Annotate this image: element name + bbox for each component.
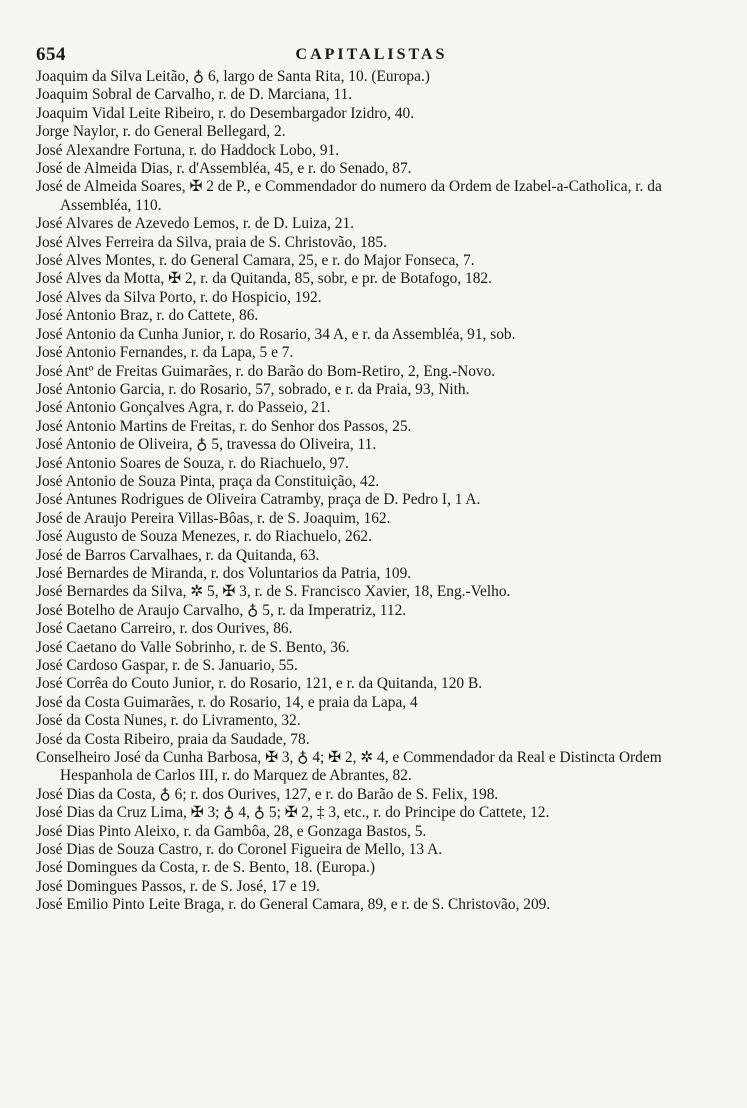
entry-list <box>36 68 707 915</box>
directory-entry: José Caetano do Valle Sobrinho, r. de S. Bento, 36. <box>36 638 350 656</box>
directory-entry: José Antonio de Oliveira, ♁ 5, travessa do Oliveira, 11. <box>36 436 377 454</box>
directory-entry: José de Araujo Pereira Villas-Bôas, r. de S. Joaquim, 162. <box>36 509 391 527</box>
directory-entry: José Antonio da Cunha Junior, r. do Rosario, 34 A, e r. da Assembléa, 91, sob. <box>36 325 516 343</box>
directory-entry: José Antonio Martins de Freitas, r. do Senhor dos Passos, 25. <box>36 417 412 435</box>
directory-entry: José Dias Pinto Aleixo, r. da Gambôa, 28, e Gonzaga Bastos, 5. <box>36 822 427 840</box>
directory-entry: José da Costa Guimarães, r. do Rosario, 14, e praia da Lapa, 4 <box>36 693 418 711</box>
directory-entry: José Emilio Pinto Leite Braga, r. do General Camara, 89, e r. de S. Christovão, 209. <box>36 896 551 914</box>
directory-entry: José Dias da Costa, ♁ 6; r. dos Ourives, 127, e r. do Barão de S. Felix, 198. <box>36 785 499 803</box>
directory-entry: José Antunes Rodrigues de Oliveira Catramby, praça de D. Pedro I, 1 A. <box>36 491 481 509</box>
directory-entry: José Antonio Gonçalves Agra, r. do Passeio, 21. <box>36 399 331 417</box>
page-header <box>36 40 707 68</box>
directory-entry: Conselheiro José da Cunha Barbosa, ✠ 3, ♁ 4; ✠ 2, ✲ 4, e Commendador da Real e Distincta Ordem Hespanhola de Carlos III, r. do Marquez de Abrantes, 82. <box>36 749 662 785</box>
directory-entry: José Antonio Fernandes, r. da Lapa, 5 e 7. <box>36 344 294 362</box>
directory-entry: José Domingues da Costa, r. de S. Bento, 18. (Europa.) <box>36 859 375 877</box>
directory-entry: José Bernardes da Silva, ✲ 5, ✠ 3, r. de S. Francisco Xavier, 18, Eng.-Velho. <box>36 583 511 601</box>
directory-entry: José Antº de Freitas Guimarães, r. do Barão do Bom-Retiro, 2, Eng.-Novo. <box>36 362 496 380</box>
directory-entry: José Alves da Motta, ✠ 2, r. da Quitanda, 85, sobr, e pr. de Botafogo, 182. <box>36 270 492 288</box>
directory-entry: José Alvares de Azevedo Lemos, r. de D. Luiza, 21. <box>36 215 354 233</box>
directory-entry: José de Almeida Dias, r. d'Assembléa, 45, e r. do Senado, 87. <box>36 160 412 178</box>
directory-entry: José Caetano Carreiro, r. dos Ourives, 86. <box>36 620 293 638</box>
directory-entry: José Alves Ferreira da Silva, praia de S. Christovão, 185. <box>36 233 387 251</box>
directory-entry: José da Costa Nunes, r. do Livramento, 32. <box>36 712 301 730</box>
directory-entry: José Dias de Souza Castro, r. do Coronel Figueira de Mello, 13 A. <box>36 841 443 859</box>
directory-entry: Joaquim Sobral de Carvalho, r. de D. Marciana, 11. <box>36 86 353 104</box>
directory-entry: Joaquim Vidal Leite Ribeiro, r. do Desembargador Izidro, 40. <box>36 104 415 122</box>
directory-entry: José de Almeida Soares, ✠ 2 de P., e Commendador do numero da Ordem de Izabel-a-Catholica, r. da Assembléa, 110. <box>36 178 662 214</box>
directory-entry: José Cardoso Gaspar, r. de S. Januario, 55. <box>36 657 298 674</box>
running-head: CAPITALISTAS <box>295 46 448 63</box>
directory-entry: José Bernardes de Miranda, r. dos Voluntarios da Patria, 109. <box>36 564 412 582</box>
directory-entry: José Alexandre Fortuna, r. do Haddock Lobo, 91. <box>36 141 340 159</box>
directory-entry: Jorge Naylor, r. do General Bellegard, 2. <box>36 123 286 141</box>
directory-entry: José Antonio de Souza Pinta, praça da Constituição, 42. <box>36 472 380 490</box>
directory-entry: Joaquim da Silva Leitão, ♁ 6, largo de Santa Rita, 10. (Europa.) <box>36 68 430 85</box>
directory-entry: José Botelho de Araujo Carvalho, ♁ 5, r. da Imperatriz, 112. <box>36 601 407 619</box>
directory-entry: José Antonio Braz, r. do Cattete, 86. <box>36 307 259 325</box>
directory-entry: José Antonio Soares de Souza, r. do Riachuelo, 97. <box>36 454 349 472</box>
directory-entry: José Dias da Cruz Lima, ✠ 3; ♁ 4, ♁ 5; ✠ 2, ‡ 3, etc., r. do Principe do Cattete, 12. <box>36 804 550 822</box>
directory-entry: José Domingues Passos, r. de S. José, 17 e 19. <box>36 877 320 895</box>
directory-entry: José Antonio Garcia, r. do Rosario, 57, sobrado, e r. da Praia, 93, Nith. <box>36 380 470 398</box>
directory-entry: José da Costa Ribeiro, praia da Saudade, 78. <box>36 730 310 748</box>
directory-entry: José Alves da Silva Porto, r. do Hospicio, 192. <box>36 288 322 306</box>
directory-entry: José Augusto de Souza Menezes, r. do Riachuelo, 262. <box>36 528 372 546</box>
directory-entry: José Corrêa do Couto Junior, r. do Rosario, 121, e r. da Quitanda, 120 B. <box>36 675 483 693</box>
directory-entry: José Alves Montes, r. do General Camara, 25, e r. do Major Fonseca, 7. <box>36 252 475 270</box>
directory-entry: José de Barros Carvalhaes, r. da Quitanda, 63. <box>36 546 320 564</box>
page-number: 654 <box>36 44 66 65</box>
